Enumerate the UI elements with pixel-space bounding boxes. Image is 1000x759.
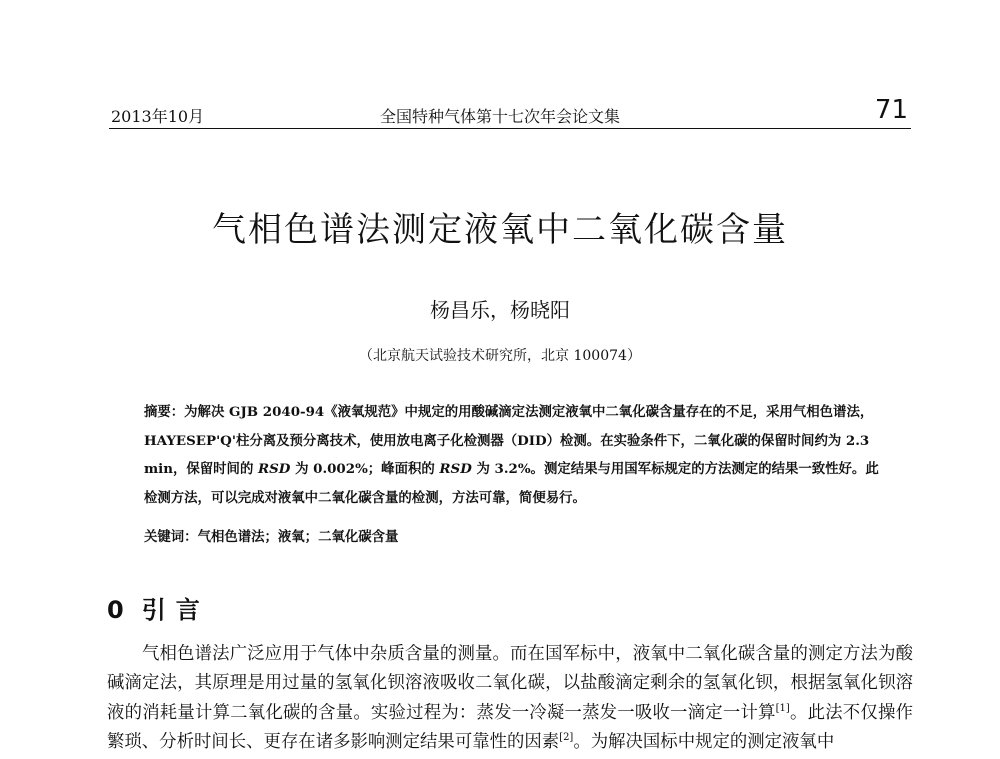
section-title: 引言	[141, 596, 210, 624]
header-proceedings: 全国特种气体第十七次年会论文集	[379, 107, 620, 126]
body-text-2: 。此法不仅操作繁琐、分析时间长、更存在诸多影响测定结果可靠性的因素	[107, 702, 913, 752]
abstract-rsd-2: RSD	[439, 461, 472, 478]
keywords	[144, 526, 884, 545]
section-heading	[107, 590, 210, 625]
abstract-text-3: 为 3.2%。测定结果与用国军标规定的方法测定的结果一致性好。此检测方法，可以完成对液氧中二氧化碳含量的检测，方法可靠，简便易行。	[144, 461, 879, 507]
body-text-3: 。为解决国标中规定的测定液氧中	[573, 731, 835, 752]
header-rule	[109, 128, 911, 129]
paper-title: 气相色谱法测定液氧中二氧化碳含量	[212, 210, 788, 250]
citation-1: [1]	[775, 702, 790, 714]
authors: 杨昌乐，杨晓阳	[430, 298, 570, 322]
keywords-label: 关键词：	[144, 529, 198, 545]
keywords-text: 气相色谱法；液氧；二氧化碳含量	[197, 529, 399, 545]
header-date: 2013年10月	[111, 107, 205, 126]
affiliation: （北京航天试验技术研究所，北京 100074）	[359, 348, 641, 364]
abstract-label: 摘要：	[144, 404, 185, 420]
body-text	[107, 640, 913, 757]
body-text-1: 气相色谱法广泛应用于气体中杂质含量的测量。而在国军标中，液氧中二氧化碳含量的测定方法为酸碱滴定法，其原理是用过量的氢氧化钡溶液吸收二氧化碳，以盐酸滴定剩余的氢氧化钡，根据氢氧化钡溶液的消耗量计算二氧化碳的含量。实验过程为：蒸发一冷凝一蒸发一吸收一滴定一计算	[107, 644, 913, 723]
page-number: 71	[874, 95, 908, 125]
abstract	[144, 398, 884, 513]
abstract-text-2: 为 0.002%；峰面积的	[290, 461, 440, 478]
abstract-rsd-1: RSD	[258, 461, 291, 478]
section-number: 0	[107, 596, 124, 624]
citation-2: [2]	[559, 732, 574, 744]
abstract-text-1: 为解决 GJB 2040-94《液氧规范》中规定的用酸碱滴定法测定液氧中二氧化碳含量存在的不足，采用气相色谱法，HAYESEP'Q'柱分离及预分离技术，使用放电离子化检测器（DID）检测。在实验条件下，二氧化碳的保留时间约为 2.3 min，保留时间的	[144, 404, 874, 478]
